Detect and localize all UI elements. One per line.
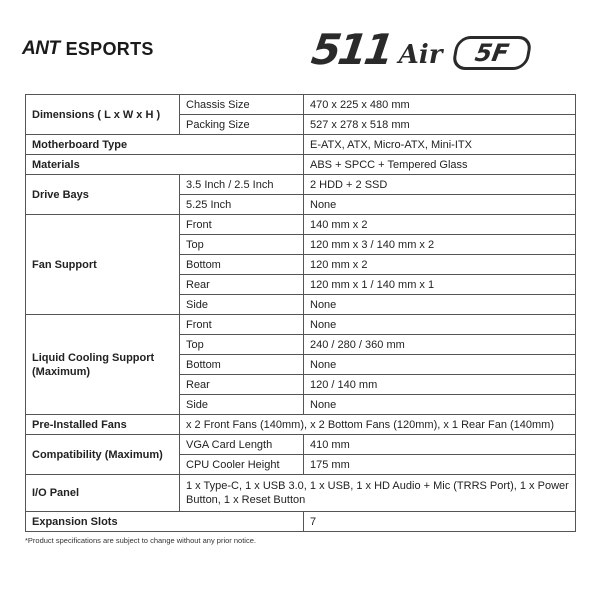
row-value: None <box>304 315 576 335</box>
spec-table <box>25 94 576 532</box>
row-value: 2 HDD + 2 SSD <box>304 175 576 195</box>
brand-logo <box>22 38 154 60</box>
row-value: 410 mm <box>304 435 576 455</box>
brand-mark: ANT <box>22 38 60 59</box>
row-value: None <box>304 395 576 415</box>
row-value: None <box>304 195 576 215</box>
row-spec: VGA Card Length <box>180 435 304 455</box>
row-value: ABS + SPCC + Tempered Glass <box>304 155 576 175</box>
row-spec: 3.5 Inch / 2.5 Inch <box>180 175 304 195</box>
row-category: Motherboard Type <box>26 135 304 155</box>
row-spec: Side <box>180 395 304 415</box>
footnote: *Product specifications are subject to change without any prior notice. <box>25 536 256 545</box>
table-row <box>26 215 576 235</box>
row-category: Liquid Cooling Support (Maximum) <box>26 315 180 415</box>
table-row <box>26 175 576 195</box>
row-spec: Bottom <box>180 355 304 375</box>
table-row <box>26 512 576 532</box>
row-category: Pre-Installed Fans <box>26 415 180 435</box>
row-value: 1 x Type-C, 1 x USB 3.0, 1 x USB, 1 x HD Audio + Mic (TRRS Port), 1 x Power Button, 1 x Reset Button <box>180 475 576 512</box>
model-badge: 5F <box>451 36 533 70</box>
row-spec: Front <box>180 215 304 235</box>
row-value: 120 mm x 2 <box>304 255 576 275</box>
table-row <box>26 95 576 115</box>
brand-name: ESPORTS <box>65 38 154 59</box>
row-value: 527 x 278 x 518 mm <box>304 115 576 135</box>
row-value: 7 <box>304 512 576 532</box>
model-suffix: Air <box>398 40 443 70</box>
table-row <box>26 415 576 435</box>
row-value: None <box>304 355 576 375</box>
row-spec: Front <box>180 315 304 335</box>
row-category: Expansion Slots <box>26 512 304 532</box>
row-spec: Rear <box>180 375 304 395</box>
product-logo <box>308 24 582 74</box>
row-category: Compatibility (Maximum) <box>26 435 180 475</box>
model-number: 511 <box>308 25 395 74</box>
row-spec: CPU Cooler Height <box>180 455 304 475</box>
table-row <box>26 155 576 175</box>
row-spec: Chassis Size <box>180 95 304 115</box>
row-value: 175 mm <box>304 455 576 475</box>
row-spec: Top <box>180 235 304 255</box>
row-value: 140 mm x 2 <box>304 215 576 235</box>
row-value: 470 x 225 x 480 mm <box>304 95 576 115</box>
row-category: I/O Panel <box>26 475 180 512</box>
row-spec: Packing Size <box>180 115 304 135</box>
row-category: Drive Bays <box>26 175 180 215</box>
row-category: Fan Support <box>26 215 180 315</box>
row-value: x 2 Front Fans (140mm), x 2 Bottom Fans (120mm), x 1 Rear Fan (140mm) <box>180 415 576 435</box>
row-spec: Top <box>180 335 304 355</box>
table-row <box>26 135 576 155</box>
table-row <box>26 315 576 335</box>
row-category: Dimensions ( L x W x H ) <box>26 95 180 135</box>
row-spec: Side <box>180 295 304 315</box>
table-row <box>26 475 576 512</box>
row-category: Materials <box>26 155 304 175</box>
row-value: E-ATX, ATX, Micro-ATX, Mini-ITX <box>304 135 576 155</box>
row-value: 120 / 140 mm <box>304 375 576 395</box>
row-value: 120 mm x 3 / 140 mm x 2 <box>304 235 576 255</box>
row-spec: Rear <box>180 275 304 295</box>
table-row <box>26 435 576 455</box>
row-value: 240 / 280 / 360 mm <box>304 335 576 355</box>
row-value: 120 mm x 1 / 140 mm x 1 <box>304 275 576 295</box>
row-spec: 5.25 Inch <box>180 195 304 215</box>
row-value: None <box>304 295 576 315</box>
row-spec: Bottom <box>180 255 304 275</box>
